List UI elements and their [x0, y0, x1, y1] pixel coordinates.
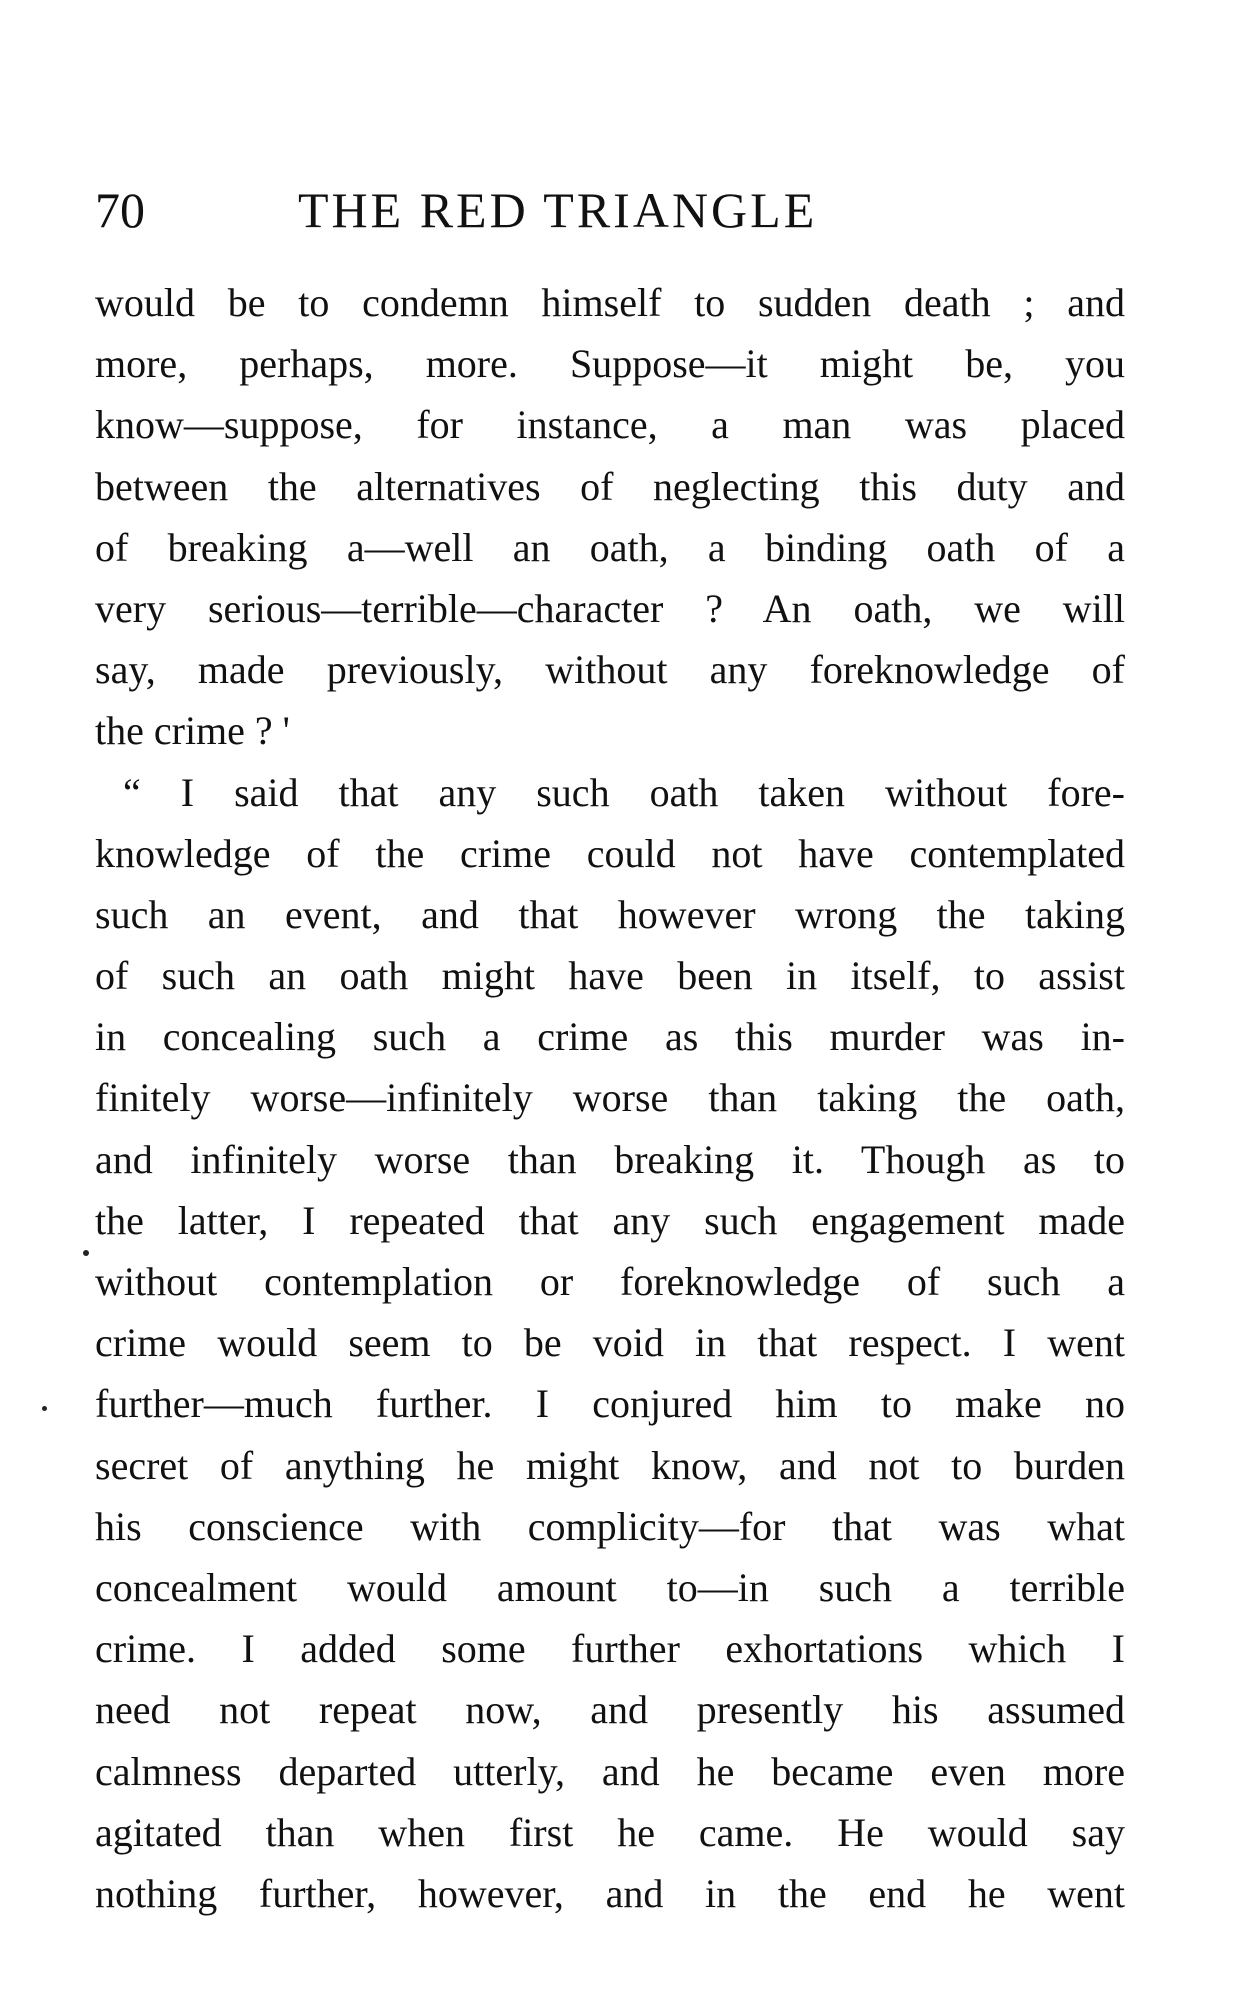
text-line: crime would seem to be void in that respect. I went [95, 1320, 1125, 1366]
print-speck [42, 1406, 47, 1411]
text-line: nothing further, however, and in the end he went [95, 1870, 1125, 1916]
text-line: know—suppose, for instance, a man was placed [95, 402, 1125, 448]
text-line: more, perhaps, more. Suppose—it might be, you [95, 341, 1125, 387]
text-line: crime. I added some further exhortations which I [95, 1626, 1125, 1672]
text-line: secret of anything he might know, and not to burden [95, 1442, 1125, 1488]
print-speck [83, 1250, 89, 1256]
text-line: very serious—terrible—character ? An oath, we will [95, 585, 1125, 631]
text-line: say, made previously, without any foreknowledge of [95, 647, 1125, 693]
text-line: “ I said that any such oath taken without fore- [123, 769, 1125, 815]
text-line: of such an oath might have been in itself, to assist [95, 953, 1125, 999]
text-line: finitely worse—infinitely worse than taking the oath, [95, 1075, 1125, 1121]
text-line: such an event, and that however wrong the taking [95, 891, 1125, 937]
text-line: his conscience with complicity—for that was what [95, 1503, 1125, 1549]
text-line: of breaking a—well an oath, a binding oath of a [95, 524, 1125, 570]
text-line: the crime ? ' [95, 708, 290, 754]
text-line: agitated than when first he came. He would say [95, 1809, 1125, 1855]
page-number: 70 [95, 182, 145, 238]
text-line: further—much further. I conjured him to make no [95, 1381, 1125, 1427]
text-line: and infinitely worse than breaking it. Though as to [95, 1136, 1125, 1182]
page-header [95, 180, 1125, 240]
running-head: THE RED TRIANGLE [298, 182, 818, 238]
text-line: between the alternatives of neglecting this duty and [95, 463, 1125, 509]
text-line: in concealing such a crime as this murder was in- [95, 1014, 1125, 1060]
text-line: concealment would amount to—in such a terrible [95, 1564, 1125, 1610]
text-line: knowledge of the crime could not have contemplated [95, 830, 1125, 876]
text-line: without contemplation or foreknowledge of such a [95, 1259, 1125, 1304]
text-line: calmness departed utterly, and he became even more [95, 1748, 1125, 1794]
body-text [95, 272, 1125, 1924]
text-line: would be to condemn himself to sudden death ; and [95, 280, 1125, 325]
text-line: need not repeat now, and presently his assumed [95, 1687, 1125, 1733]
text-line: the latter, I repeated that any such engagement made [95, 1197, 1125, 1243]
